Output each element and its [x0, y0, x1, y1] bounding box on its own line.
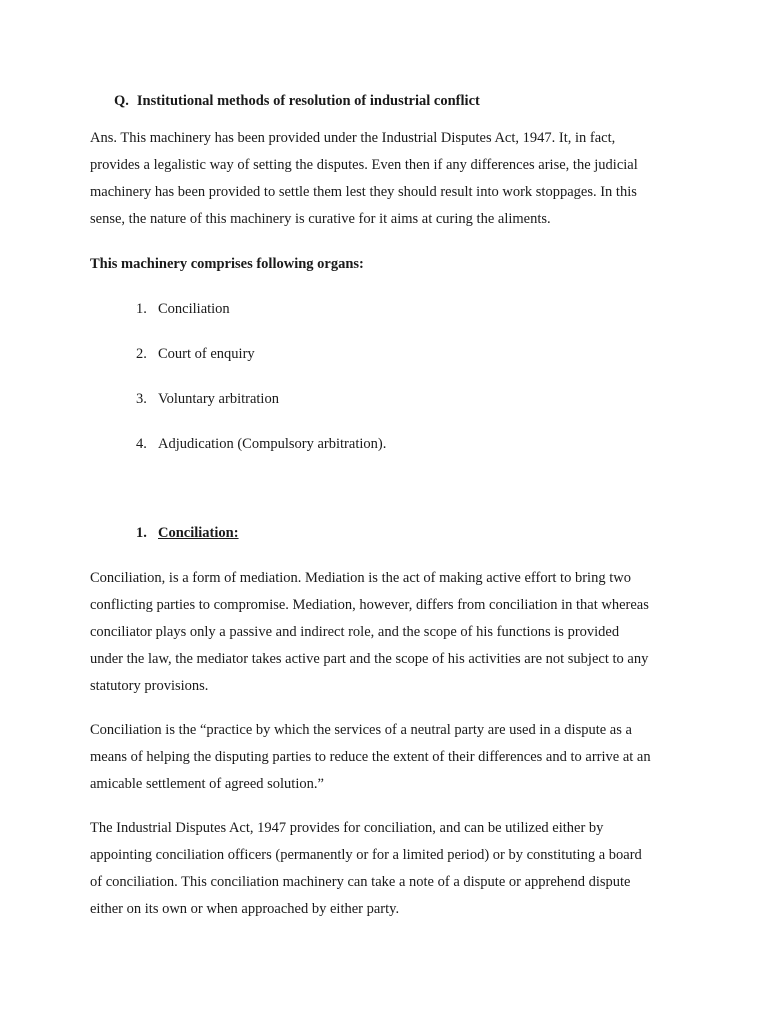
conciliation-paragraph-3	[90, 815, 690, 923]
question-heading	[114, 93, 480, 110]
question-label: Q.	[114, 93, 129, 109]
answer-intro-paragraph	[90, 125, 690, 233]
list-item-label: Conciliation	[158, 301, 230, 317]
list-item	[136, 391, 279, 408]
paragraph-line: statutory provisions.	[90, 678, 209, 694]
list-item	[136, 301, 230, 318]
paragraph-line: Ans. This machinery has been provided under the Industrial Disputes Act, 1947. It, in fact,	[90, 130, 616, 146]
paragraph-line: The Industrial Disputes Act, 1947 provides for conciliation, and can be utilized either by	[90, 820, 604, 836]
list-item-number: 1.	[136, 301, 147, 317]
paragraph-line: provides a legalistic way of setting the disputes. Even then if any differences arise, the judicial	[90, 157, 638, 173]
section-heading-conciliation	[136, 525, 239, 542]
paragraph-line: conflicting parties to compromise. Mediation, however, differs from conciliation in that whereas	[90, 597, 649, 613]
paragraph-line: conciliator plays only a passive and indirect role, and the scope of his functions is provided	[90, 624, 620, 640]
paragraph-line: Conciliation, is a form of mediation. Mediation is the act of making active effort to bring two	[90, 570, 631, 586]
section-number: 1.	[136, 525, 147, 541]
conciliation-paragraph-2	[90, 717, 690, 798]
paragraph-line: means of helping the disputing parties to reduce the extent of their differences and to arrive at an	[90, 749, 651, 765]
paragraph-line: either on its own or when approached by either party.	[90, 901, 400, 917]
paragraph-line: appointing conciliation officers (permanently or for a limited period) or by constituting a board	[90, 847, 642, 863]
paragraph-line: under the law, the mediator takes active part and the scope of his activities are not subject to any	[90, 651, 649, 667]
paragraph-line: machinery has been provided to settle them lest they should result into work stoppages. In this	[90, 184, 637, 200]
list-item	[136, 436, 386, 453]
paragraph-line: amicable settlement of agreed solution.”	[90, 776, 324, 792]
section-title: Conciliation:	[158, 525, 239, 541]
list-item-label: Adjudication (Compulsory arbitration).	[158, 436, 387, 452]
organs-heading: This machinery comprises following organs:	[90, 256, 364, 272]
list-item-label: Court of enquiry	[158, 346, 255, 362]
list-item-label: Voluntary arbitration	[158, 391, 279, 407]
paragraph-line: Conciliation is the “practice by which the services of a neutral party are used in a dispute as a	[90, 722, 632, 738]
question-text: Institutional methods of resolution of industrial conflict	[136, 93, 480, 109]
list-item-number: 4.	[136, 436, 147, 452]
conciliation-paragraph-1	[90, 565, 690, 700]
paragraph-line: sense, the nature of this machinery is curative for it aims at curing the aliments.	[90, 211, 551, 227]
list-item-number: 2.	[136, 346, 147, 362]
list-item	[136, 346, 255, 363]
list-item-number: 3.	[136, 391, 147, 407]
paragraph-line: of conciliation. This conciliation machinery can take a note of a dispute or apprehend dispute	[90, 874, 631, 890]
